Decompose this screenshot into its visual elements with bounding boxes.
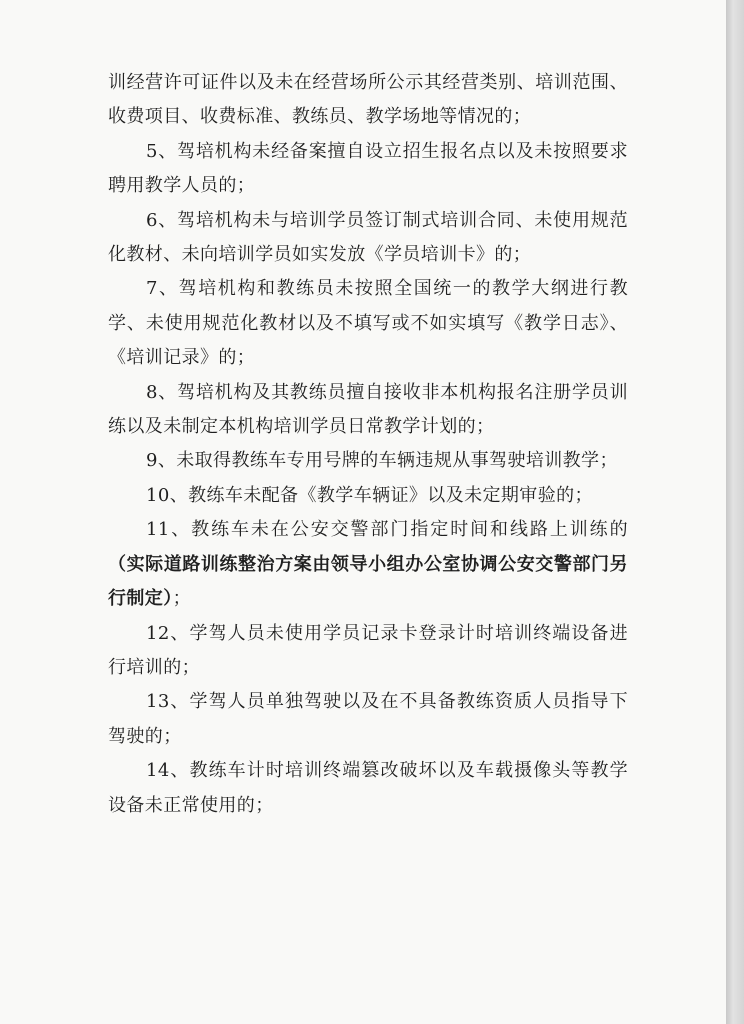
list-item-9: 9、未取得教练车专用号牌的车辆违规从事驾驶培训教学； (146, 450, 618, 472)
list-item-12: 12、学驾人员未使用学员记录卡登录计时培训终端设备进行培训的； (108, 622, 628, 678)
list-item-5: 5、驾培机构未经备案擅自设立招生报名点以及未按照要求聘用教学人员的； (108, 140, 628, 197)
list-item-10: 10、教练车未配备《教学车辆证》以及未定期审验的； (146, 484, 593, 506)
list-item-7: 7、驾培机构和教练员未按照全国统一的教学大纲进行教学、未使用规范化教材以及不填写或不如实填写《教学日志》、《培训记录》的； (108, 278, 628, 369)
list-item-11-bold-note: （实际道路训练整治方案由领导小组办公室协调公安交警部门另行制定） (108, 553, 628, 610)
scan-edge (726, 0, 744, 1024)
list-item-14: 14、教练车计时培训终端篡改破坏以及车载摄像头等教学设备未正常使用的； (108, 760, 628, 816)
document-body (108, 66, 628, 823)
list-item-11-tail: ； (172, 588, 192, 610)
list-item-8: 8、驾培机构及其教练员擅自接收非本机构报名注册学员训练以及未制定本机构培训学员日常教学计划的； (108, 381, 628, 438)
paragraph-continuation: 训经营许可证件以及未在经营场所公示其经营类别、培训范围、收费项目、收费标准、教练员、教学场地等情况的； (108, 72, 628, 128)
list-item-11-text: 11、教练车未在公安交警部门指定时间和线路上训练的 (146, 519, 628, 541)
list-item-13: 13、学驾人员单独驾驶以及在不具备教练资质人员指导下驾驶的； (108, 691, 628, 747)
list-item-11 (108, 513, 628, 616)
list-item-6: 6、驾培机构未与培训学员签订制式培训合同、未使用规范化教材、未向培训学员如实发放《学员培训卡》的； (108, 209, 628, 266)
